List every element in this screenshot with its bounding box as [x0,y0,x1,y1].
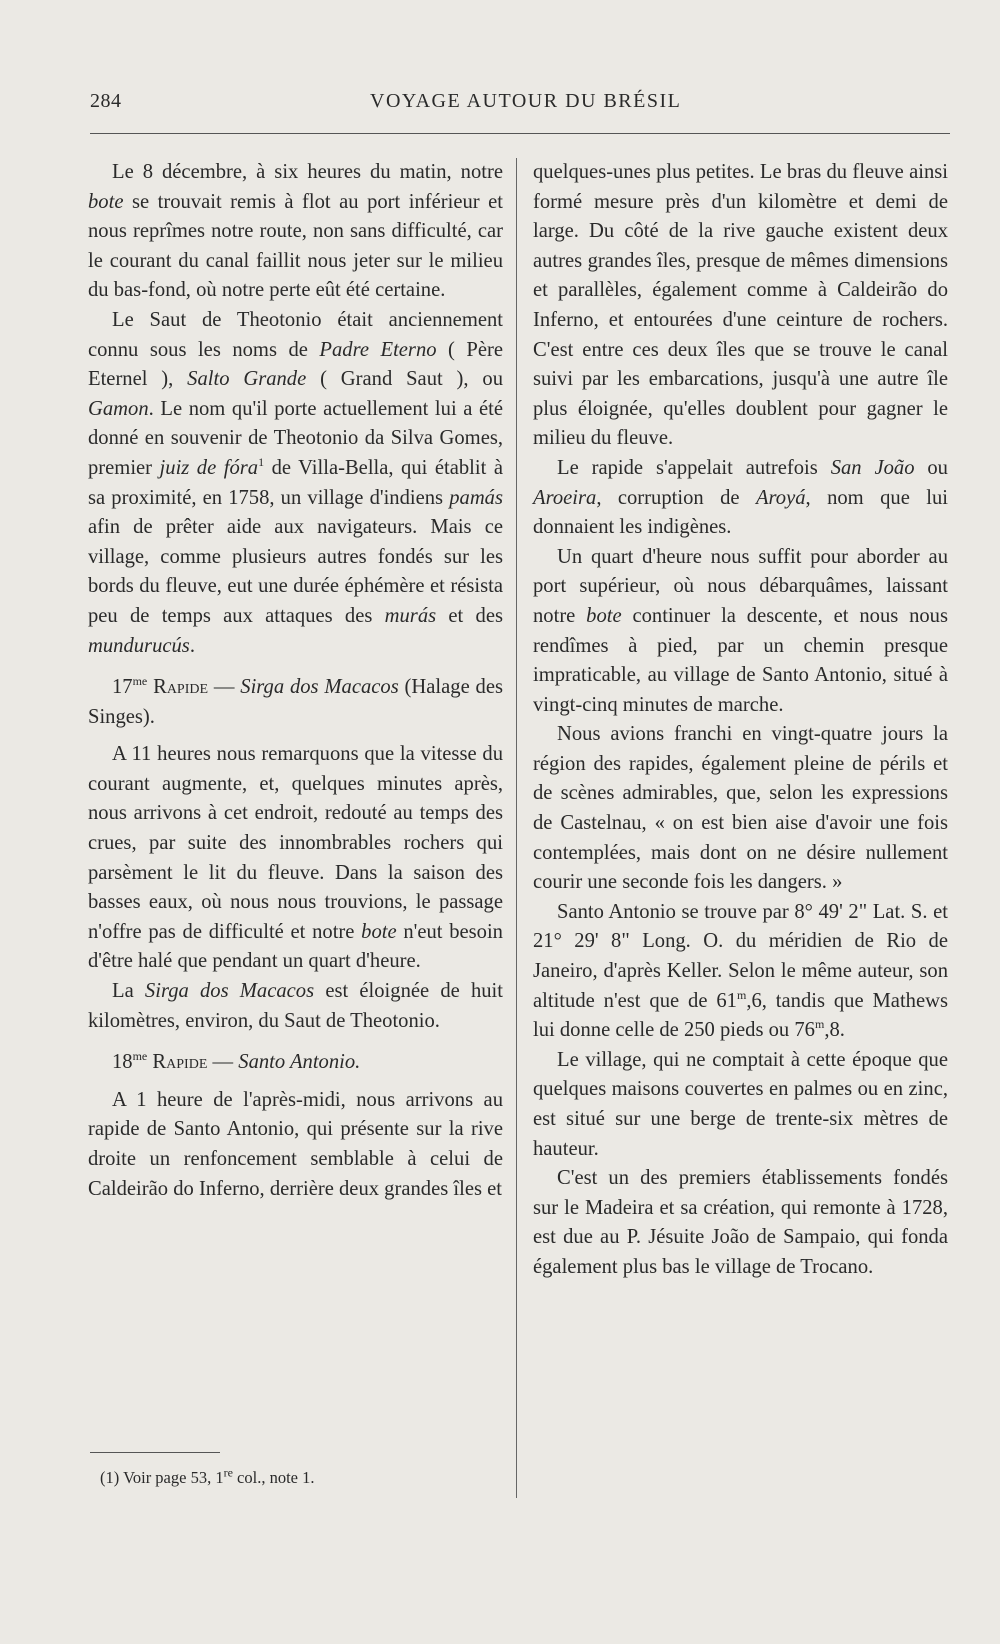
running-title: VOYAGE AUTOUR DU BRÉSIL [370,90,682,112]
paragraph: quelques-unes plus petites. Le bras du fleuve ainsi formé mesure près d'un kilomètre et demi de large. Du côté de la rive gauche existent deux autres grandes îles, presque de mêmes dimensions et parallèles, également comme à Caldeirão do Inferno, et entourées d'une ceinture de rochers. C'est entre ces deux îles que se trouve le canal suivi par les embarcations, jusqu'à une autre île plus éloignée, qu'elles doublent pour gagner le milieu du fleuve. [533,161,948,450]
paragraph: Un quart d'heure nous suffit pour aborder au port supérieur, où nous débarquâmes, laissant notre bote continuer la descente, et nous nous rendîmes à pied, par un chemin presque impraticable, au village de Santo Antonio, situé à vingt-cinq minutes de marche. [533,545,948,716]
paragraph: La Sirga dos Macacos est éloignée de huit kilomètres, environ, du Saut de Theotonio. [88,980,504,1032]
page-number: 284 [90,90,122,112]
header-rule [90,133,950,134]
paragraph: Le village, qui ne comptait à cette époque que quelques maisons couvertes en palmes ou en zinc, est situé sur une berge de trente-six mètres de hauteur. [533,1048,948,1160]
page-header [90,90,950,120]
footnote-ref: 1 [258,455,265,470]
paragraph: Le 8 décembre, à six heures du matin, notre bote se trouvait remis à flot au port inférieur et nous reprîmes notre route, non sans difficulté, car le courant du canal faillit nous jeter sur le milieu du bas-fond, où notre perte eût été certaine. [88,161,503,302]
left-column [88,158,503,1204]
paragraph: A 11 heures nous remarquons que la vitesse du courant augmente, et, quelques minutes après, nous arrivons à cet endroit, redouté au temps des crues, par suite des innombrables rochers qui parsèment le lit du fleuve. Dans la saison des basses eaux, où nous nous trouvions, le passage n'offre pas de difficulté et notre bote n'eut besoin d'être halé que pendant un quart d'heure. [88,743,503,973]
paragraph: Le Saut de Theotonio était anciennement connu sous les noms de Padre Eterno ( Père Eternel ), Salto Grande ( Grand Saut ), ou Gamon. Le nom qu'il porte actuellement lui a été donné en souvenir de Theotonio da Silva Gomes, premier juiz de fóra$^1$ de Villa-Bella, qui établit à sa proximité, en 1758, un village d'indiens pamás afin de prêter aide aux navigateurs. Mais ce village, comme plusieurs autres fondés sur les bords du fleuve, eut une durée éphémère et résista peu de temps aux attaques des murás et des mundurucús. [88,308,504,657]
footnote-rule [90,1452,220,1453]
right-column [533,158,948,1283]
section-heading: $17^{me}$ Rapide — Sirga dos Macacos (Halage des Singes). [88,674,503,728]
section-heading: $18^{me}$ Rapide — Santo Antonio. [112,1049,361,1074]
paragraph: Nous avions franchi en vingt-quatre jours la région des rapides, également pleine de périls et de scènes admirables, que, selon les expressions de Castelnau, « on est bien aise d'avoir une fois contemplées, mais dont on ne désire nullement courir une seconde fois les dangers. » [533,723,948,894]
paragraph: C'est un des premiers établissements fondés sur le Madeira et sa création, qui remonte à 1728, est due au P. Jésuite João de Sampaio, qui fonda également plus bas le village de Trocano. [533,1167,948,1278]
footnote: (1) Voir page 53, 1re col., note 1. [100,1465,315,1487]
paragraph: Santo Antonio se trouve par 8° 49' 2" Lat. S. et 21° 29' 8" Long. O. du méridien de Rio de Janeiro, d'après Keller. Selon le même auteur, son altitude n'est que de 61$^m$,6, tandis que Mathews lui donne celle de 250 pieds ou 76$^m$,8. [533,900,948,1042]
paragraph: Le rapide s'appelait autrefois San João ou Aroeira, corruption de Aroyá, nom que lui donnaient les indigènes. [533,456,948,539]
paragraph: A 1 heure de l'après-midi, nous arrivons au rapide de Santo Antonio, qui présente sur la rive droite un renfoncement semblable à celui de Caldeirão do Inferno, derrière deux grandes îles et [88,1088,503,1200]
column-divider [516,158,517,1498]
